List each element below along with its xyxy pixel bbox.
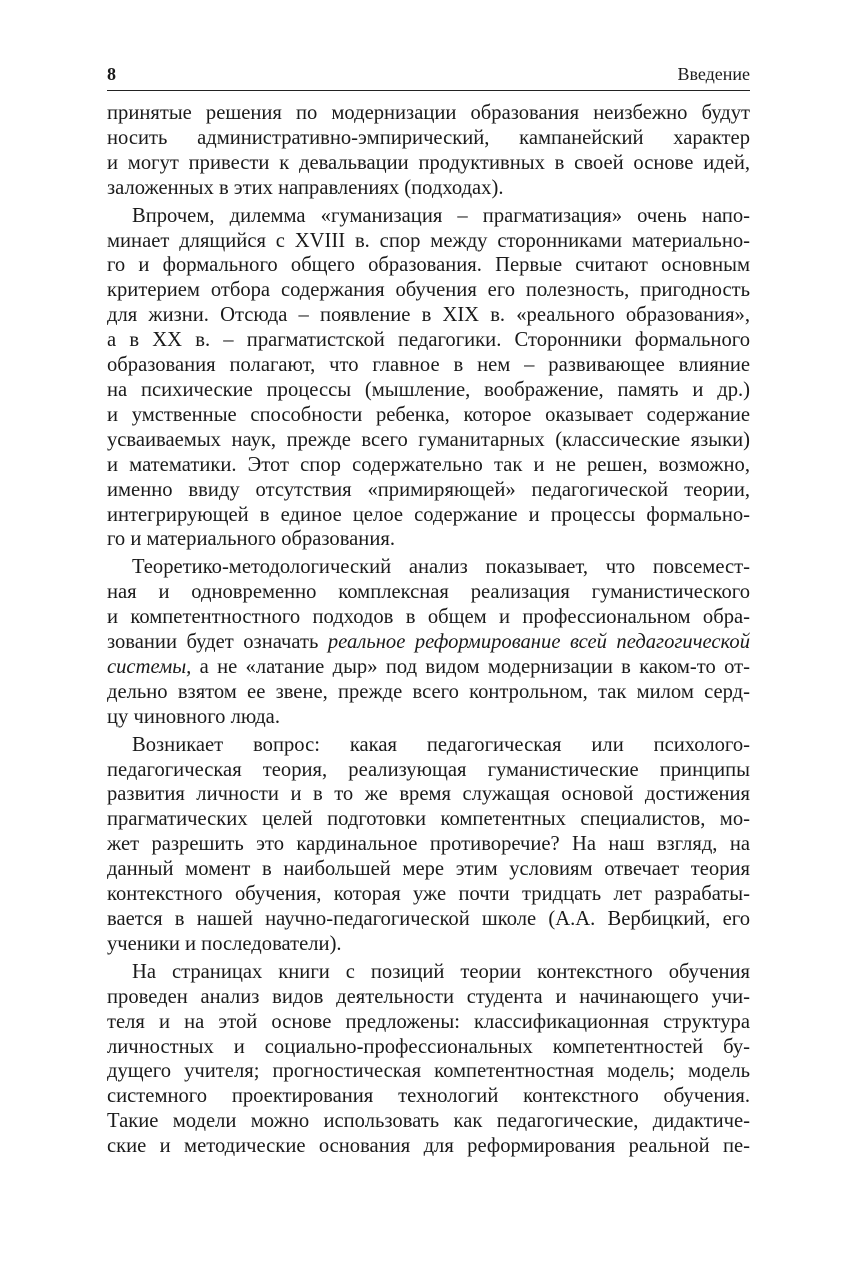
paragraph-3 xyxy=(107,555,750,729)
text-run: зовании будет означать xyxy=(107,631,328,654)
text-line: системного проектирования технологий контекстного обучения. xyxy=(107,1085,750,1108)
paragraph-1 xyxy=(107,101,750,201)
running-header xyxy=(107,62,750,91)
paragraph-2 xyxy=(107,204,750,553)
text-line: и могут привести к девальвации продуктивных в своей основе идей, xyxy=(107,151,750,174)
text-line: го и материального образования. xyxy=(107,528,395,551)
text-run: а не «латание дыр» под видом модернизации в каком-то от- xyxy=(191,655,750,678)
italic-emphasis: системы, xyxy=(107,655,192,678)
text-line: именно ввиду отсутствия «примиряющей» педагогической теории, xyxy=(107,478,750,501)
paragraph-5 xyxy=(107,960,750,1159)
text-line: вается в нашей научно-педагогической школе (А.А. Вербицкий, его xyxy=(107,908,750,930)
text-line: для жизни. Отсюда – появление в XIX в. «реального образования», xyxy=(107,304,750,327)
text-line: интегрирующей в единое целое содержание и процессы формально- xyxy=(107,503,750,526)
text-line: и компетентностного подходов в общем и профессиональном обра- xyxy=(107,606,750,629)
text-line: жет разрешить это кардинальное противоречие? На наш взгляд, на xyxy=(107,833,750,856)
text-line: педагогическая теория, реализующая гуманистические принципы xyxy=(107,758,750,781)
italic-emphasis: реальное реформирование всей педагогической xyxy=(327,631,750,654)
text-line: дущего учителя; прогностическая компетентностная модель; модель xyxy=(107,1060,750,1083)
text-line: ские и методические основания для реформирования реальной пе- xyxy=(107,1135,750,1158)
text-line: дельно взятом ее звене, прежде всего контрольном, так милом серд- xyxy=(107,680,750,703)
text-line: принятые решения по модернизации образования неизбежно будут xyxy=(107,102,750,124)
text-line: ная и одновременно комплексная реализация гуманистического xyxy=(107,581,750,604)
text-line: критерием отбора содержания обучения его полезность, пригодность xyxy=(107,279,750,302)
text-line xyxy=(107,630,750,655)
text-line: усваиваемых наук, прежде всего гуманитарных (классические языки) xyxy=(107,428,750,451)
text-line: и умственные способности ребенка, которое оказывает содержание xyxy=(107,403,750,426)
text-line: теля и на этой основе предложены: классификационная структура xyxy=(107,1010,750,1033)
text-line: контекстного обучения, которая уже почти тридцать лет разрабаты- xyxy=(107,883,750,906)
text-line: ученики и последователи). xyxy=(107,932,342,955)
text-line: проведен анализ видов деятельности студента и начинающего учи- xyxy=(107,985,750,1008)
text-line: на психические процессы (мышление, воображение, память и др.) xyxy=(107,378,750,401)
text-line: го и формального общего образования. Первые считают основным xyxy=(107,254,750,277)
page-number: 8 xyxy=(107,64,116,84)
text-line: носить административно-эмпирический, кампанейский характер xyxy=(107,126,750,149)
text-line: заложенных в этих направлениях (подходах). xyxy=(107,176,504,199)
text-line xyxy=(107,655,750,680)
text-line: личностных и социально-профессиональных компетентностей бу- xyxy=(107,1035,750,1058)
text-line: На страницах книги с позиций теории контекстного обучения xyxy=(132,960,750,983)
text-line: Впрочем, дилемма «гуманизация – прагматизация» очень напо- xyxy=(132,204,750,227)
section-title: Введение xyxy=(677,64,750,84)
book-page xyxy=(107,62,750,1162)
text-line: и математики. Этот спор содержательно так и не решен, возможно, xyxy=(107,453,750,476)
paragraph-4 xyxy=(107,733,750,957)
text-line: цу чиновного люда. xyxy=(107,705,280,728)
text-line: Такие модели можно использовать как педагогические, дидактиче- xyxy=(107,1110,750,1133)
text-line: данный момент в наибольшей мере этим условиям отвечает теория xyxy=(107,858,750,881)
text-line: развития личности и в то же время служащая основой достижения xyxy=(107,783,750,806)
body-text xyxy=(107,101,750,1159)
text-line: Теоретико-методологический анализ показывает, что повсемест- xyxy=(132,556,750,579)
text-line: образования полагают, что главное в нем – развивающее влияние xyxy=(107,354,750,377)
text-line: а в XX в. – прагматистской педагогики. Сторонники формального xyxy=(107,329,750,352)
text-line: прагматических целей подготовки компетентных специалистов, мо- xyxy=(107,808,750,831)
text-line: Возникает вопрос: какая педагогическая или психолого- xyxy=(132,733,750,756)
text-line: минает длящийся с XVIII в. спор между сторонниками материально- xyxy=(107,229,750,252)
